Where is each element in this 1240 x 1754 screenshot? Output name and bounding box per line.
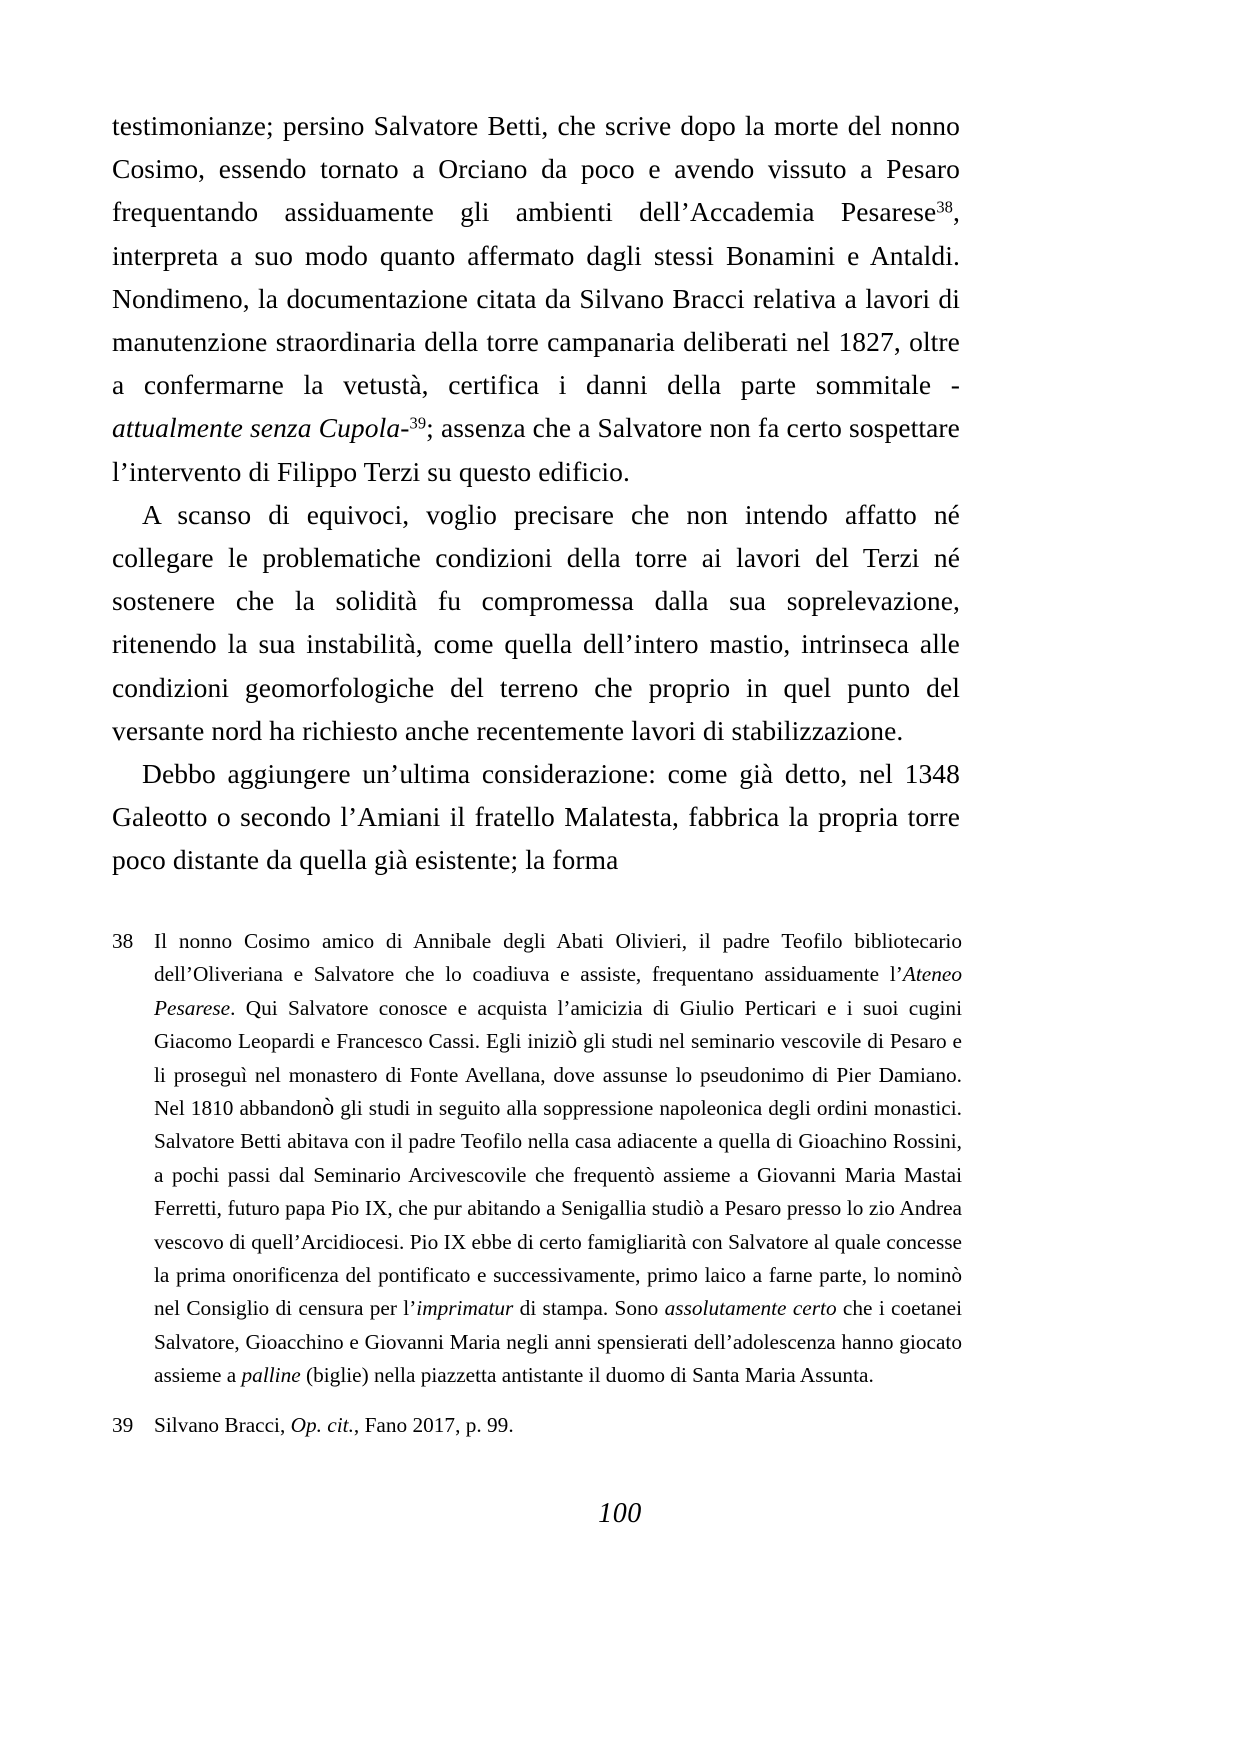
italic-run: imprimatur <box>416 1296 514 1321</box>
text-run: di stampa. Sono <box>513 1296 665 1321</box>
text-run: Il nonno Cosimo amico di Annibale degli Abati Olivieri, il padre Teofilo bibliotecario dell’Oliveriana e Salvatore che lo coadiuva e assiste, frequentano assiduamente l’ <box>154 929 962 987</box>
text-run: (biglie) nella piazzetta antistante il duomo di Santa Maria Assunta. <box>300 1363 874 1388</box>
footnote-reference[interactable]: 39 <box>409 413 427 433</box>
text-run: , interpreta a suo modo quanto affermato dagli stessi Bonamini e Antaldi. Nondimeno, la documentazione citata da Silvano Bracci relativa a lavori di manutenzione straordinaria della torre campanaria deliberati nel 1827, oltre a confermarne la vetustà, certifica i danni della parte sommitale <box>112 196 960 401</box>
page-number: 100 <box>598 1498 642 1529</box>
text-run: che i coetanei Salvatore, Gioacchino e Giovanni Maria negli anni spensierati dell’adolescenza hanno giocato assieme a <box>154 1296 963 1388</box>
footnote-number: 38 <box>112 929 134 953</box>
body-text <box>112 104 960 882</box>
footnote-text <box>154 1409 962 1442</box>
accented-char: ò <box>565 1028 578 1055</box>
text-run: Silvano Bracci, <box>154 1412 291 1437</box>
text-run: ; assenza che a Salvatore non fa certo sospettare l’intervento di Filippo Terzi su questo edificio. <box>112 412 960 487</box>
text-run: gli studi nel seminario vescovile di Pesaro e li proseguì nel monastero di Fonte Avellana, dove assunse lo pseudonimo di Pier Damiano. Nel 1810 abbandon <box>154 1029 963 1121</box>
italic-run: palline <box>241 1363 301 1388</box>
text-run: . Qui Salvatore conosce e acquista l’amicizia di Giulio Perticari e i suoi cugini Giacomo Leopardi e Francesco Cassi. Egli inizi <box>154 995 962 1054</box>
text-run: testimonianze; persino Salvatore Betti, che scrive dopo la morte del nonno Cosimo, essendo tornato a Orciano da poco e avendo vissuto a Pesaro frequentando assiduamente gli ambienti dell’Accademia Pesarese <box>112 110 960 228</box>
footnote-item <box>112 1409 962 1442</box>
text-run: Debbo aggiungere un’ultima considerazione: come già detto, nel 1348 Galeotto o secondo l’Amiani il fratello Malatesta, fabbrica la propria torre poco distante da quella già esistente; la forma <box>112 758 960 876</box>
footnote-reference[interactable]: 38 <box>936 197 954 217</box>
accented-char: ò <box>322 1095 335 1122</box>
italic-run: Ateneo Pesarese <box>154 962 962 1020</box>
body-paragraph <box>112 104 960 493</box>
text-run: , Fano 2017, p. 99. <box>353 1412 514 1437</box>
italic-run: Op. cit. <box>290 1412 354 1437</box>
footnote-item <box>112 925 962 1393</box>
body-paragraph <box>112 752 960 882</box>
italic-run: assolutamente certo <box>664 1296 837 1321</box>
italic-run: -attualmente senza Cupola- <box>112 369 960 444</box>
footnote-number: 39 <box>112 1412 134 1437</box>
footnote-section <box>112 925 962 1442</box>
body-paragraph <box>112 493 960 752</box>
footnote-text <box>154 925 962 1393</box>
main-text-column <box>112 104 960 882</box>
text-run: A scanso di equivoci, voglio precisare che non intendo affatto né collegare le problematiche condizioni della torre ai lavori del Terzi né sostenere che la solidità fu compromessa dalla sua soprelevazione, ritenendo la sua instabilità, come quella dell’intero mastio, intrinseca alle condizioni geomorfologiche del terreno che proprio in quel punto del versante nord ha richiesto anche recentemente lavori di stabilizzazione. <box>112 498 960 746</box>
text-run: gli studi in seguito alla soppressione napoleonica degli ordini monastici. Salvatore Betti abitava con il padre Teofilo nella casa adiacente a quella di Gioachino Rossini, a pochi passi dal Seminario Arcivescovile che frequentò assieme a Giovanni Maria Mastai Ferretti, futuro papa Pio IX, che pur abitando a Senigallia studiò a Pesaro presso lo zio Andrea vescovo di quell’Arcidiocesi. Pio IX ebbe di certo famigliarità con Salvatore al quale concesse la prima onorificenza del pontificato e successivamente, primo laico a farne parte, lo nominò nel Consiglio di censura per l’ <box>154 1096 962 1321</box>
